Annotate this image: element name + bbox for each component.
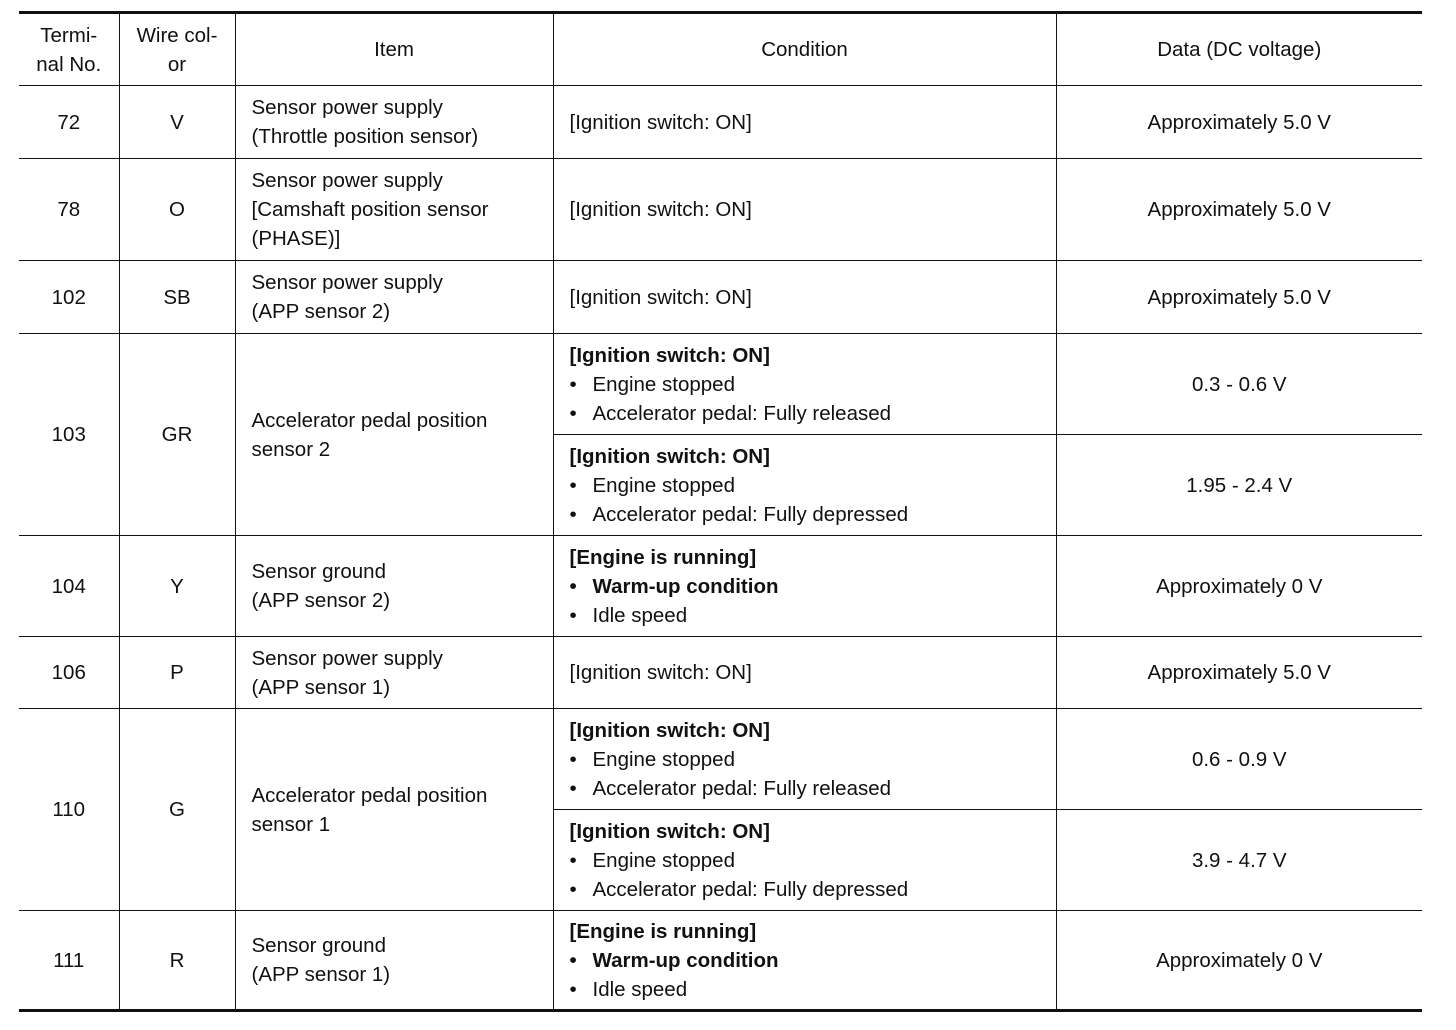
header-wire-color: Wire col- or xyxy=(119,13,235,86)
terminal-no: 72 xyxy=(19,86,119,159)
condition-cell: [Ignition switch: ON] xyxy=(553,637,1056,709)
item-cell: Accelerator pedal position sensor 1 xyxy=(235,709,553,911)
table-row xyxy=(19,86,1422,159)
data-value: Approximately 0 V xyxy=(1056,911,1422,1011)
data-value: 1.95 - 2.4 V xyxy=(1056,435,1422,536)
item-cell: Accelerator pedal position sensor 2 xyxy=(235,334,553,536)
wire-color: Y xyxy=(119,536,235,637)
data-value: Approximately 5.0 V xyxy=(1056,261,1422,334)
condition-cell: [Ignition switch: ON] xyxy=(553,159,1056,261)
data-value: Approximately 5.0 V xyxy=(1056,159,1422,261)
wire-color: P xyxy=(119,637,235,709)
terminal-no: 104 xyxy=(19,536,119,637)
condition-cell: [Ignition switch: ON] xyxy=(553,261,1056,334)
table-row xyxy=(19,709,1422,810)
item-cell: Sensor power supply (APP sensor 2) xyxy=(235,261,553,334)
table-row xyxy=(19,261,1422,334)
header-row xyxy=(19,13,1422,86)
header-data: Data (DC voltage) xyxy=(1056,13,1422,86)
table-row xyxy=(19,334,1422,435)
wire-color: O xyxy=(119,159,235,261)
terminal-no: 111 xyxy=(19,911,119,1011)
wire-color: R xyxy=(119,911,235,1011)
wire-color: SB xyxy=(119,261,235,334)
item-cell: Sensor power supply (APP sensor 1) xyxy=(235,637,553,709)
data-value: 0.3 - 0.6 V xyxy=(1056,334,1422,435)
terminal-no: 102 xyxy=(19,261,119,334)
header-condition: Condition xyxy=(553,13,1056,86)
condition-cell: [Engine is running] • Warm-up condition • Idle speed xyxy=(553,536,1056,637)
data-value: Approximately 5.0 V xyxy=(1056,637,1422,709)
data-value: 3.9 - 4.7 V xyxy=(1056,810,1422,911)
condition-cell: [Ignition switch: ON] • Engine stopped • Accelerator pedal: Fully released xyxy=(553,334,1056,435)
item-cell: Sensor power supply (Throttle position sensor) xyxy=(235,86,553,159)
wire-color: G xyxy=(119,709,235,911)
header-terminal: Termi- nal No. xyxy=(19,13,119,86)
item-cell: Sensor power supply [Camshaft position sensor (PHASE)] xyxy=(235,159,553,261)
table-row xyxy=(19,159,1422,261)
condition-cell: [Ignition switch: ON] • Engine stopped • Accelerator pedal: Fully depressed xyxy=(553,810,1056,911)
table-row xyxy=(19,536,1422,637)
terminal-no: 103 xyxy=(19,334,119,536)
terminal-no: 78 xyxy=(19,159,119,261)
data-value: Approximately 0 V xyxy=(1056,536,1422,637)
condition-cell: [Ignition switch: ON] xyxy=(553,86,1056,159)
condition-cell: [Ignition switch: ON] • Engine stopped • Accelerator pedal: Fully released xyxy=(553,709,1056,810)
condition-cell: [Ignition switch: ON] • Engine stopped • Accelerator pedal: Fully depressed xyxy=(553,435,1056,536)
wire-color: V xyxy=(119,86,235,159)
item-cell: Sensor ground (APP sensor 1) xyxy=(235,911,553,1011)
table-row xyxy=(19,911,1422,1011)
item-cell: Sensor ground (APP sensor 2) xyxy=(235,536,553,637)
condition-cell: [Engine is running] • Warm-up condition • Idle speed xyxy=(553,911,1056,1011)
data-value: 0.6 - 0.9 V xyxy=(1056,709,1422,810)
terminal-no: 110 xyxy=(19,709,119,911)
terminal-spec-table xyxy=(19,11,1422,1012)
header-item: Item xyxy=(235,13,553,86)
data-value: Approximately 5.0 V xyxy=(1056,86,1422,159)
terminal-no: 106 xyxy=(19,637,119,709)
table-row xyxy=(19,637,1422,709)
wire-color: GR xyxy=(119,334,235,536)
